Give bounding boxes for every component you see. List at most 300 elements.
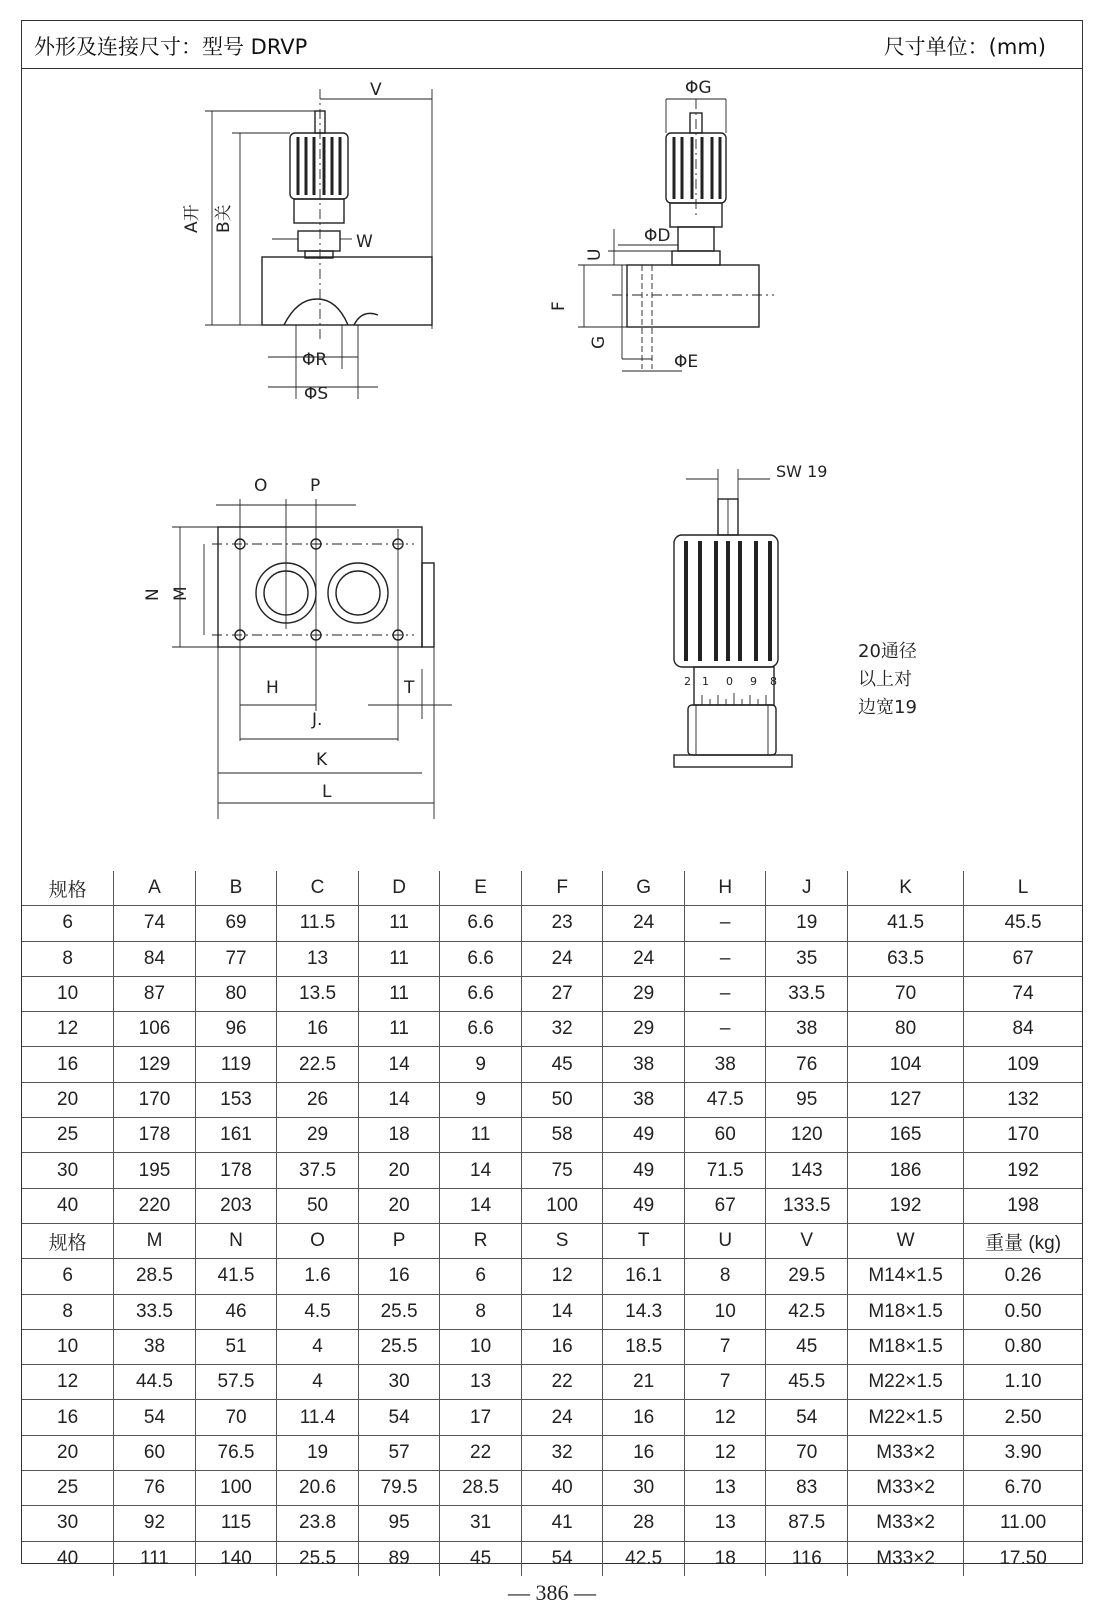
table-header-cell: 重量 (kg) (964, 1223, 1082, 1258)
table-cell: 14 (521, 1294, 603, 1329)
table-cell: 7 (684, 1329, 766, 1364)
table-cell: 19 (277, 1435, 359, 1470)
detail-nut (688, 705, 776, 755)
table-cell: 13 (440, 1365, 522, 1400)
table-cell: 120 (766, 1118, 848, 1153)
dimensions-table (22, 871, 1082, 1576)
table-cell: 203 (195, 1188, 277, 1223)
detail-flange (674, 755, 792, 767)
table-cell: 22 (521, 1365, 603, 1400)
table-cell: 29.5 (766, 1259, 848, 1294)
table-header-row (22, 871, 1082, 906)
table-cell: 11 (358, 1012, 440, 1047)
table-cell: 25.5 (277, 1541, 359, 1576)
table-cell: 16 (277, 1012, 359, 1047)
table-header-cell: M (114, 1223, 196, 1258)
table-cell: 153 (195, 1082, 277, 1117)
table-cell: 38 (684, 1047, 766, 1082)
table-cell: 42.5 (603, 1541, 685, 1576)
table-cell: 133.5 (766, 1188, 848, 1223)
table-cell: 28.5 (114, 1259, 196, 1294)
table-cell: 87 (114, 976, 196, 1011)
table-row (22, 906, 1082, 941)
table-cell: 45 (521, 1047, 603, 1082)
table-cell: 20 (358, 1153, 440, 1188)
label-l: L (322, 782, 332, 802)
side-nut (678, 227, 714, 251)
table-header-cell: 规格 (22, 871, 114, 906)
table-cell: 170 (964, 1118, 1082, 1153)
table-cell: 13 (684, 1506, 766, 1541)
scale-digit-1: 2 (684, 675, 691, 688)
scale-digit-4: 9 (750, 675, 757, 688)
table-cell: 143 (766, 1153, 848, 1188)
table-cell: 20 (22, 1082, 114, 1117)
table-cell: 67 (684, 1188, 766, 1223)
technical-drawing (22, 69, 1082, 871)
table-cell: 14.3 (603, 1294, 685, 1329)
table-cell: 1.10 (964, 1365, 1082, 1400)
table-cell: 186 (848, 1153, 964, 1188)
table-cell: 12 (22, 1365, 114, 1400)
table-cell: 165 (848, 1118, 964, 1153)
table-cell: 198 (964, 1188, 1082, 1223)
table-cell: 9 (440, 1047, 522, 1082)
table-cell: 60 (114, 1435, 196, 1470)
table-cell: 89 (358, 1541, 440, 1576)
table-cell: 100 (195, 1471, 277, 1506)
label-o: O (254, 476, 268, 496)
table-cell: 6.6 (440, 941, 522, 976)
table-cell: 8 (22, 1294, 114, 1329)
port-right-inner (336, 571, 380, 615)
port-r (284, 299, 348, 325)
table-cell: 57 (358, 1435, 440, 1470)
table-cell: 140 (195, 1541, 277, 1576)
page-number: — 386 — (508, 1580, 596, 1605)
table-cell: 95 (766, 1082, 848, 1117)
label-h: H (266, 678, 279, 698)
table-cell: 38 (766, 1012, 848, 1047)
table-row (22, 976, 1082, 1011)
table-row (22, 1400, 1082, 1435)
table-row (22, 1012, 1082, 1047)
table-cell: 1.6 (277, 1259, 359, 1294)
table-row (22, 1188, 1082, 1223)
table-cell: 13 (277, 941, 359, 976)
label-e: ΦE (674, 352, 699, 372)
table-cell: 4 (277, 1329, 359, 1364)
table-cell: 96 (195, 1012, 277, 1047)
table-cell: 51 (195, 1329, 277, 1364)
table-cell: 220 (114, 1188, 196, 1223)
table-cell: 29 (603, 976, 685, 1011)
side-flange (672, 251, 720, 265)
table-cell: 45.5 (766, 1365, 848, 1400)
front-body (262, 257, 432, 325)
label-k: K (316, 750, 328, 770)
table-cell: 54 (114, 1400, 196, 1435)
table-cell: 111 (114, 1541, 196, 1576)
table-cell: 21 (603, 1365, 685, 1400)
table-cell: – (684, 976, 766, 1011)
table-cell: 16 (22, 1047, 114, 1082)
table-cell: 8 (684, 1259, 766, 1294)
table-cell: 127 (848, 1082, 964, 1117)
table-cell: 75 (521, 1153, 603, 1188)
table-header-cell: B (195, 871, 277, 906)
table-cell: 10 (684, 1294, 766, 1329)
table-cell: 33.5 (766, 976, 848, 1011)
table-cell: 11 (358, 906, 440, 941)
table-cell: 95 (358, 1506, 440, 1541)
table-cell: 10 (22, 1329, 114, 1364)
table-cell: 12 (22, 1012, 114, 1047)
table-cell: 23.8 (277, 1506, 359, 1541)
table-cell: 16 (358, 1259, 440, 1294)
plan-body (218, 527, 422, 647)
table-cell: 100 (521, 1188, 603, 1223)
label-j: J. (312, 710, 323, 730)
header-bar (22, 21, 1082, 69)
table-cell: 119 (195, 1047, 277, 1082)
table-cell: 2.50 (964, 1400, 1082, 1435)
table-cell: 28 (603, 1506, 685, 1541)
table-cell: M18×1.5 (848, 1329, 964, 1364)
label-r: ΦR (302, 350, 328, 370)
table-header-cell: T (603, 1223, 685, 1258)
note-line-2: 以上对 (858, 669, 912, 690)
table-cell: 24 (521, 1400, 603, 1435)
label-n: N (143, 588, 163, 601)
table-header-cell: D (358, 871, 440, 906)
table-header-cell: J (766, 871, 848, 906)
table-cell: 16 (521, 1329, 603, 1364)
table-cell: 10 (22, 976, 114, 1011)
table-cell: 0.80 (964, 1329, 1082, 1364)
table-cell: 30 (603, 1471, 685, 1506)
front-scale (294, 199, 344, 223)
table-cell: 70 (195, 1400, 277, 1435)
table-cell: 11.00 (964, 1506, 1082, 1541)
table-cell: 192 (964, 1153, 1082, 1188)
table-cell: 16.1 (603, 1259, 685, 1294)
unit-label: 尺寸单位：(mm) (883, 35, 1046, 59)
table-header-cell: G (603, 871, 685, 906)
table-cell: 74 (114, 906, 196, 941)
label-s: ΦS (304, 384, 329, 404)
table-cell: 16 (603, 1435, 685, 1470)
table-cell: 14 (358, 1082, 440, 1117)
label-p: P (310, 476, 321, 496)
table-cell: 29 (277, 1118, 359, 1153)
note-line-1: 20通径 (858, 641, 917, 662)
table-cell: 38 (603, 1082, 685, 1117)
table-cell: 8 (440, 1294, 522, 1329)
side-body (627, 265, 759, 327)
table-cell: 67 (964, 941, 1082, 976)
table-cell: 80 (195, 976, 277, 1011)
table-cell: 35 (766, 941, 848, 976)
table-cell: 4.5 (277, 1294, 359, 1329)
table-cell: 76.5 (195, 1435, 277, 1470)
table-cell: 11 (358, 976, 440, 1011)
label-f: F (549, 301, 569, 311)
table-cell: 161 (195, 1118, 277, 1153)
table-cell: 104 (848, 1047, 964, 1082)
table-cell: 40 (521, 1471, 603, 1506)
table-row (22, 1471, 1082, 1506)
table-cell: 74 (964, 976, 1082, 1011)
table-cell: M18×1.5 (848, 1294, 964, 1329)
table-cell: 11 (440, 1118, 522, 1153)
table-cell: 41 (521, 1506, 603, 1541)
label-a: A开 (182, 204, 202, 233)
table-cell: 14 (358, 1047, 440, 1082)
table-cell: 6.70 (964, 1471, 1082, 1506)
table-cell: 40 (22, 1541, 114, 1576)
table-cell: 41.5 (848, 906, 964, 941)
table-cell: 18.5 (603, 1329, 685, 1364)
table-cell: 13.5 (277, 976, 359, 1011)
table-header-cell: R (440, 1223, 522, 1258)
table-cell: 49 (603, 1153, 685, 1188)
label-g: G (589, 335, 609, 349)
table-header-cell: W (848, 1223, 964, 1258)
table-cell: – (684, 906, 766, 941)
label-sw: SW 19 (776, 462, 828, 481)
table-header-cell: P (358, 1223, 440, 1258)
scale-digit-3: 0 (726, 675, 733, 688)
scale-digit-5: 8 (770, 675, 777, 688)
table-cell: 20.6 (277, 1471, 359, 1506)
table-row (22, 1259, 1082, 1294)
table-cell: 26 (277, 1082, 359, 1117)
table-cell: 24 (521, 941, 603, 976)
table-cell: 8 (22, 941, 114, 976)
table-cell: 77 (195, 941, 277, 976)
label-t: T (404, 678, 415, 698)
table-cell: 71.5 (684, 1153, 766, 1188)
table-cell: 49 (603, 1118, 685, 1153)
table-cell: 76 (114, 1471, 196, 1506)
table-cell: 12 (684, 1400, 766, 1435)
table-row (22, 941, 1082, 976)
table-cell: 0.50 (964, 1294, 1082, 1329)
table-cell: 6.6 (440, 976, 522, 1011)
table-cell: 20 (22, 1435, 114, 1470)
table-cell: 31 (440, 1506, 522, 1541)
table-cell: 57.5 (195, 1365, 277, 1400)
table-cell: 40 (22, 1188, 114, 1223)
table-cell: 50 (277, 1188, 359, 1223)
table-cell: 50 (521, 1082, 603, 1117)
table-cell: 115 (195, 1506, 277, 1541)
table-cell: 30 (358, 1365, 440, 1400)
table-header-cell: C (277, 871, 359, 906)
mounting-holes (235, 539, 403, 640)
table-cell: 83 (766, 1471, 848, 1506)
table-cell: M33×2 (848, 1471, 964, 1506)
table-cell: 54 (766, 1400, 848, 1435)
table-cell: 25 (22, 1118, 114, 1153)
page-frame (21, 20, 1083, 1569)
table-cell: 19 (766, 906, 848, 941)
table-cell: 192 (848, 1188, 964, 1223)
table-cell: 45 (766, 1329, 848, 1364)
table-cell: 132 (964, 1082, 1082, 1117)
table-cell: 84 (114, 941, 196, 976)
side-view (578, 99, 774, 371)
table-row (22, 1047, 1082, 1082)
table-cell: 38 (603, 1047, 685, 1082)
table-cell: 46 (195, 1294, 277, 1329)
table-cell: 45.5 (964, 906, 1082, 941)
port-right-outer (328, 563, 388, 623)
table-cell: 11.5 (277, 906, 359, 941)
table-row (22, 1365, 1082, 1400)
table-cell: 3.90 (964, 1435, 1082, 1470)
table-cell: 12 (684, 1435, 766, 1470)
table-cell: 60 (684, 1118, 766, 1153)
table-header-cell: F (521, 871, 603, 906)
scale-digit-2: 1 (702, 675, 709, 688)
label-w: W (356, 232, 373, 252)
table-cell: 14 (440, 1153, 522, 1188)
table-cell: 6 (440, 1259, 522, 1294)
table-header-cell: V (766, 1223, 848, 1258)
table-cell: 12 (521, 1259, 603, 1294)
table-cell: 69 (195, 906, 277, 941)
table-cell: 32 (521, 1435, 603, 1470)
port-s (354, 313, 378, 325)
table-cell: 18 (358, 1118, 440, 1153)
table-cell: 70 (848, 976, 964, 1011)
table-cell: 63.5 (848, 941, 964, 976)
table-cell: 87.5 (766, 1506, 848, 1541)
table-cell: 24 (603, 906, 685, 941)
table-cell: 116 (766, 1541, 848, 1576)
table-header-cell: O (277, 1223, 359, 1258)
dimensions-table-body (22, 871, 1082, 1576)
table-cell: 106 (114, 1012, 196, 1047)
table-cell: 38 (114, 1329, 196, 1364)
table-cell: 32 (521, 1012, 603, 1047)
table-cell: 13 (684, 1471, 766, 1506)
label-m: M (171, 586, 191, 601)
note-line-3: 边宽19 (858, 697, 917, 718)
table-cell: 6.6 (440, 906, 522, 941)
table-cell: 16 (22, 1400, 114, 1435)
table-cell: 76 (766, 1047, 848, 1082)
table-row (22, 1541, 1082, 1576)
table-cell: – (684, 1012, 766, 1047)
table-cell: 27 (521, 976, 603, 1011)
table-cell: 9 (440, 1082, 522, 1117)
label-v: V (370, 80, 382, 100)
table-cell: M33×2 (848, 1435, 964, 1470)
label-u: U (585, 248, 605, 261)
table-cell: M22×1.5 (848, 1365, 964, 1400)
table-header-cell: U (684, 1223, 766, 1258)
table-cell: 49 (603, 1188, 685, 1223)
table-row (22, 1329, 1082, 1364)
table-cell: 29 (603, 1012, 685, 1047)
table-row (22, 1435, 1082, 1470)
table-cell: 129 (114, 1047, 196, 1082)
table-header-cell: L (964, 871, 1082, 906)
table-cell: 170 (114, 1082, 196, 1117)
table-cell: 20 (358, 1188, 440, 1223)
table-header-cell: K (848, 871, 964, 906)
table-cell: 195 (114, 1153, 196, 1188)
table-header-cell: 规格 (22, 1223, 114, 1258)
table-cell: 11 (358, 941, 440, 976)
label-g-dia: ΦG (685, 78, 712, 98)
table-cell: 44.5 (114, 1365, 196, 1400)
table-cell: 92 (114, 1506, 196, 1541)
table-cell: 22.5 (277, 1047, 359, 1082)
table-cell: 6.6 (440, 1012, 522, 1047)
table-row (22, 1506, 1082, 1541)
table-header-cell: S (521, 1223, 603, 1258)
table-row (22, 1082, 1082, 1117)
table-cell: 80 (848, 1012, 964, 1047)
table-cell: 7 (684, 1365, 766, 1400)
table-cell: 18 (684, 1541, 766, 1576)
table-cell: 14 (440, 1188, 522, 1223)
table-row (22, 1153, 1082, 1188)
page-title: 外形及连接尺寸：型号 DRVP (34, 35, 308, 59)
table-cell: 4 (277, 1365, 359, 1400)
table-cell: 22 (440, 1435, 522, 1470)
table-cell: M22×1.5 (848, 1400, 964, 1435)
table-cell: 25.5 (358, 1294, 440, 1329)
table-cell: 37.5 (277, 1153, 359, 1188)
table-cell: 33.5 (114, 1294, 196, 1329)
table-cell: 109 (964, 1047, 1082, 1082)
table-cell: 79.5 (358, 1471, 440, 1506)
table-cell: 28.5 (440, 1471, 522, 1506)
table-cell: – (684, 941, 766, 976)
table-cell: 6 (22, 1259, 114, 1294)
table-cell: 17 (440, 1400, 522, 1435)
table-cell: 17.50 (964, 1541, 1082, 1576)
table-cell: 16 (603, 1400, 685, 1435)
table-header-cell: N (195, 1223, 277, 1258)
label-b: B关 (214, 204, 234, 233)
table-cell: 11.4 (277, 1400, 359, 1435)
table-row (22, 1118, 1082, 1153)
table-cell: M33×2 (848, 1541, 964, 1576)
table-cell: 84 (964, 1012, 1082, 1047)
table-cell: 54 (358, 1400, 440, 1435)
table-cell: M33×2 (848, 1506, 964, 1541)
table-cell: 6 (22, 906, 114, 941)
table-header-row (22, 1223, 1082, 1258)
table-cell: 25.5 (358, 1329, 440, 1364)
table-cell: 42.5 (766, 1294, 848, 1329)
plan-side-plate (422, 563, 434, 647)
knob-detail (674, 469, 792, 767)
table-cell: 58 (521, 1118, 603, 1153)
table-cell: 41.5 (195, 1259, 277, 1294)
table-cell: 45 (440, 1541, 522, 1576)
table-cell: 178 (114, 1118, 196, 1153)
table-cell: 10 (440, 1329, 522, 1364)
table-header-cell: A (114, 871, 196, 906)
table-cell: 70 (766, 1435, 848, 1470)
